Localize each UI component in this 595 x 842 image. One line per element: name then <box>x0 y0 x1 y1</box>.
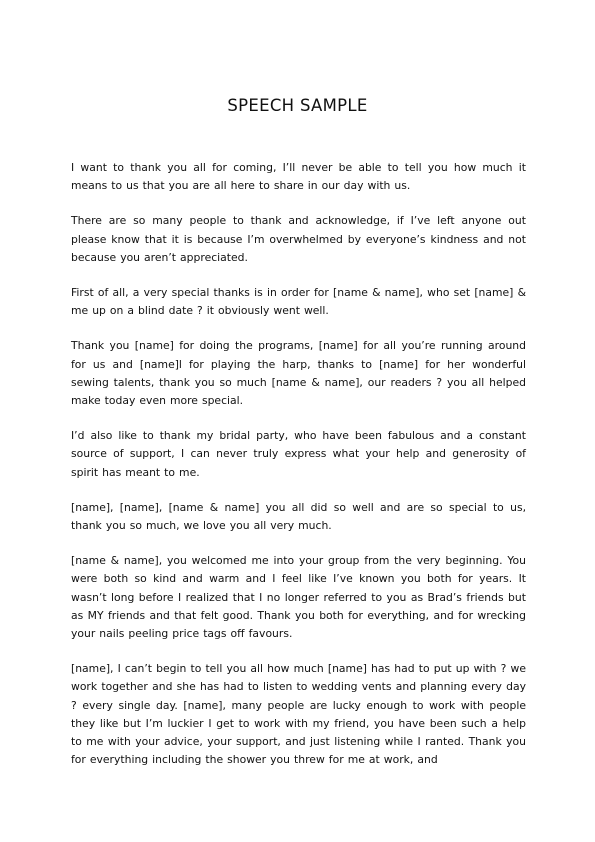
document-title: SPEECH SAMPLE <box>227 96 368 115</box>
paragraph-coworker: [name], I can’t begin to tell you all how much [name] has had to put up with ? we work together and she has had to listen to wedding vents and planning every day ? every single day. [name], many people are lucky enough to work with people they like but I’m luckier I get to work with my friend, you have been such a help to me with your advice, your support, and just listening while I ranted. Thank you for everything including the shower you threw for me at work, and <box>71 662 526 767</box>
paragraph-names: [name], [name], [name & name] you all did so well and are so special to us, thank you so much, we love you all very much. <box>71 500 526 533</box>
paragraph-welcomed: [name & name], you welcomed me into your group from the very beginning. You were both so kind and warm and I feel like I’ve known you both for years. It wasn’t long before I realized that I no longer referred to you as Brad’s friends but as MY friends and that felt good. Thank you both for everything, and for wrecking your nails peeling price tags off favours. <box>71 554 526 641</box>
paragraph-bridal-party: I’d also like to thank my bridal party, who have been fabulous and a constant source of support, I can never truly express what your help and generosity of spirit has meant to me. <box>71 429 526 479</box>
paragraph-helpers: Thank you [name] for doing the programs, [name] for all you’re running around for us and [name]l for playing the harp, thanks to [name] for her wonderful sewing talents, thank you so much [name & name], our readers ? you all helped make today even more special. <box>71 339 526 408</box>
paragraph-acknowledge: There are so many people to thank and acknowledge, if I’ve left anyone out please know that it is because I’m overwhelmed by everyone’s kindness and not because you aren’t appreciated. <box>71 214 526 264</box>
speech-body <box>71 159 526 786</box>
paragraph-blind-date: First of all, a very special thanks is in order for [name & name], who set [name] & me up on a blind date ? it obviously went well. <box>71 286 526 318</box>
paragraph-thanks-for-coming: I want to thank you all for coming, I’ll never be able to tell you how much it means to us that you are all here to share in our day with us. <box>71 161 526 193</box>
